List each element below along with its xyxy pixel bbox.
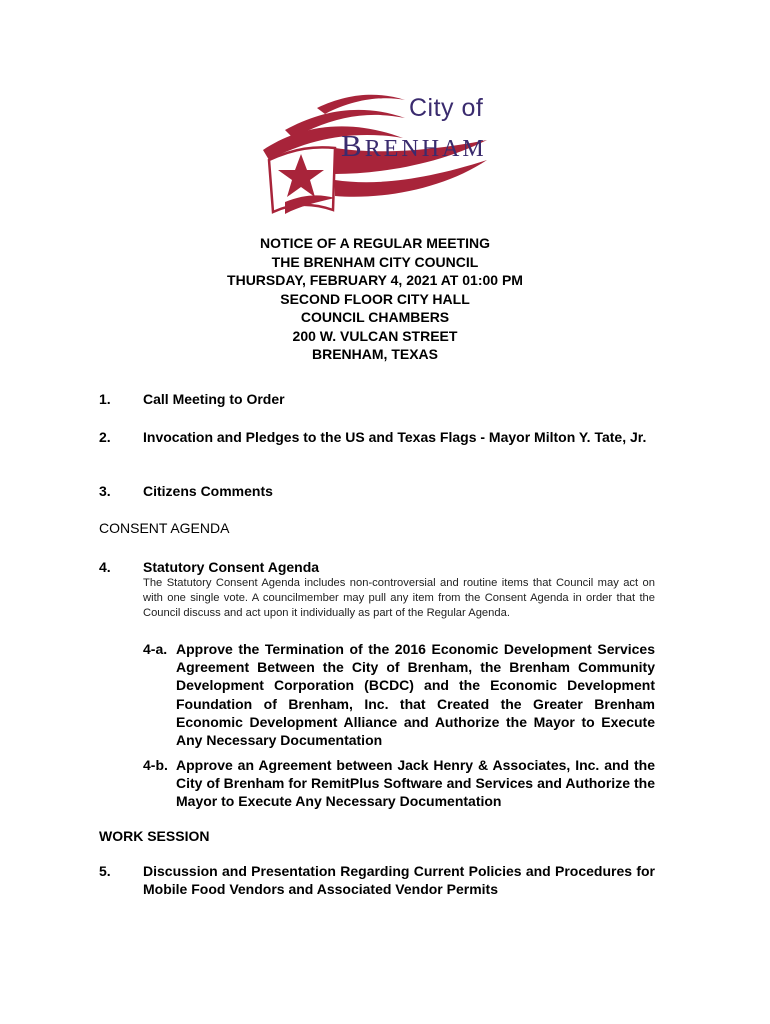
item-number: 5. xyxy=(99,863,111,879)
subitem-text: Approve the Termination of the 2016 Economic Development Services Agreement Between the City of Brenham, the Brenham Community Development Corporation (BCDC) and the Economic Development Foundation of Brenham, Inc. that Created the Greater Brenham Economic Development Alliance and Authorize the Mayor to Execute Any Necessary Documentation xyxy=(176,641,655,749)
subitem-text: Approve an Agreement between Jack Henry & Associates, Inc. and the City of Brenham for RemitPlus Software and Services and Authorize the Mayor to Execute Any Necessary Documentation xyxy=(176,757,655,810)
header-line: NOTICE OF A REGULAR MEETING xyxy=(260,235,490,251)
subitem-label: 4-b. xyxy=(143,757,168,773)
work-session-heading: WORK SESSION xyxy=(99,828,210,844)
consent-agenda-description: The Statutory Consent Agenda includes non-controversial and routine items that Council may act on with one single vote. A councilmember may pull any item from the Consent Agenda in order that the Council discuss and act upon it individually as part of the Regular Agenda. xyxy=(143,577,655,619)
item-title: Discussion and Presentation Regarding Current Policies and Procedures for Mobile Food Vendors and Associated Vendor Permits xyxy=(143,863,655,897)
agenda-subitem-4a xyxy=(143,640,655,749)
subitem-label: 4-a. xyxy=(143,641,168,657)
city-of-brenham-logo xyxy=(255,90,495,220)
agenda-subitem-4b xyxy=(143,756,655,811)
item-number: 4. xyxy=(99,559,111,575)
item-number: 2. xyxy=(99,429,111,445)
item-title: Invocation and Pledges to the US and Texas Flags - Mayor Milton Y. Tate, Jr. xyxy=(143,429,647,445)
header-line: SECOND FLOOR CITY HALL xyxy=(280,290,470,307)
logo-name-text: BRENHAM xyxy=(341,128,487,163)
header-line: COUNCIL CHAMBERS xyxy=(300,309,450,325)
logo-city-text: City of xyxy=(409,94,484,122)
header-line: THURSDAY, FEBRUARY 4, 2021 AT 01:00 PM xyxy=(227,272,523,288)
meeting-notice-header xyxy=(0,234,750,364)
item-title: Statutory Consent Agenda xyxy=(143,559,320,575)
item-title: Call Meeting to Order xyxy=(143,391,285,407)
header-line: BRENHAM, TEXAS xyxy=(311,346,438,362)
header-line: 200 W. VULCAN STREET xyxy=(292,327,458,344)
item-title: Citizens Comments xyxy=(143,483,273,499)
header-line: THE BRENHAM CITY COUNCIL xyxy=(271,253,479,270)
item-number: 3. xyxy=(99,483,111,499)
consent-agenda-heading: CONSENT AGENDA xyxy=(99,520,230,536)
item-number: 1. xyxy=(99,391,111,407)
